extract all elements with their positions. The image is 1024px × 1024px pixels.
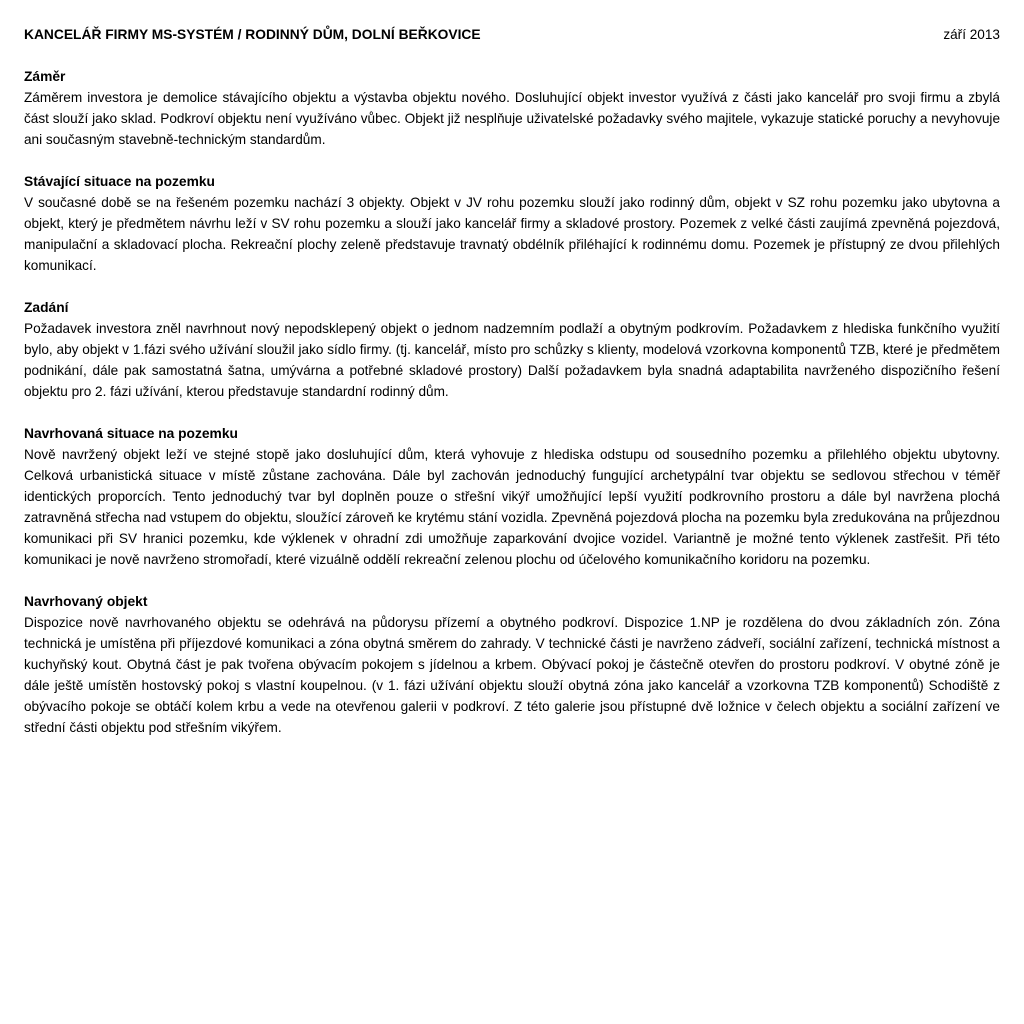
section-heading-navrhovana-situace: Navrhovaná situace na pozemku (24, 426, 238, 441)
section-paragraph-zamer: Záměrem investora je demolice stávajícího objektu a výstavba objektu nového. Dosluhující objekt investor využívá z části jako kancelář pro svoji firmu a zbylá část slouží jako sklad. Podkroví objektu není využíváno vůbec. Objekt již nesplňuje uživatelské požadavky svého majitele, vykazuje statické poruchy a nevyhovuje ani současným stavebně-technickým standardům. (24, 90, 1000, 147)
section-zadani (24, 297, 1000, 402)
section-paragraph-zadani: Požadavek investora zněl navrhnout nový nepodsklepený objekt o jednom nadzemním podlaží a obytným podkrovím. Požadavkem z hlediska funkčního využití bylo, aby objekt v 1.fázi svého užívání sloužil jako sídlo firmy. (tj. kancelář, místo pro schůzky s klienty, modelová vzorkovna komponentů TZB, které je předmětem podnikání, dále pak samostatná šatna, umývárna a potřebné skladové prostory) Další požadavkem byla snadná adaptabilita navrženého dispozičního řešení objektu pro 2. fázi užívání, kterou představuje standardní rodinný dům. (24, 321, 1000, 399)
document-date: září 2013 (943, 27, 1000, 42)
section-paragraph-navrhovana-situace: Nově navržený objekt leží ve stejné stopě jako dosluhující dům, která vyhovuje z hlediska odstupu od sousedního pozemku a přilehlého objektu ubytovny. Celková urbanistická situace v místě zůstane zachována. Dále byl zachován jednoduchý fungující archetypální tvar objektu se sedlovou střechou v téměř identických proporcích. Tento jednoduchý tvar byl doplněn pouze o střešní vikýř umožňující lepší využití podkrovního prostoru a dále byl navržena plochá zatravněná střecha nad vstupem do objektu, sloužící zároveň ke krytému stání vozidla. Zpevněná pojezdová plocha na pozemku byla zredukována na průjezdnou komunikaci při SV hranici pozemku, kde výklenek v ohradní zdi umožňuje zaparkování dvojice vozidel. Variantně je možné tento výklenek zastřešit. Při této komunikaci je nově navrženo stromořadí, které vizuálně oddělí rekreační zelenou plochu od účelového komunikačního koridoru na pozemku. (24, 447, 1000, 567)
section-paragraph-navrhovany-objekt: Dispozice nově navrhovaného objektu se odehrává na půdorysu přízemí a obytného podkroví. Dispozice 1.NP je rozdělena do dvou základních zón. Zóna technická je umístěna při příjezdové komunikaci a zóna obytná směrem do zahrady. V technické části je navrženo zádveří, sociální zařízení, technická místnost a kuchyňský kout. Obytná část je pak tvořena obývacím pokojem s jídelnou a krbem. Obývací pokoj je částečně otevřen do prostoru podkroví. V obytné zóně je dále ještě umístěn hostovský pokoj s vlastní koupelnou. (v 1. fázi užívání objektu slouží obytná zóna jako kancelář a vzorkovna TZB komponentů) Schodiště z obývacího pokoje se obtáčí kolem krbu a vede na otevřenou galerii v podkroví. Z této galerie jsou přístupné dvě ložnice v čelech objektu a sociální zařízení ve střední části objektu pod střešním vikýřem. (24, 615, 1000, 735)
section-heading-stavajici-situace: Stávající situace na pozemku (24, 174, 215, 189)
section-navrhovany-objekt (24, 591, 1000, 738)
section-stavajici-situace (24, 171, 1000, 276)
document-title: KANCELÁŘ FIRMY MS-SYSTÉM / RODINNÝ DŮM, DOLNÍ BEŘKOVICE (24, 27, 481, 42)
section-heading-navrhovany-objekt: Navrhovaný objekt (24, 594, 148, 609)
document-header (24, 24, 1000, 45)
section-heading-zadani: Zadání (24, 300, 69, 315)
section-zamer (24, 66, 1000, 150)
section-heading-zamer: Záměr (24, 69, 66, 84)
section-navrhovana-situace (24, 423, 1000, 570)
document-body (24, 66, 1000, 738)
section-paragraph-stavajici-situace: V současné době se na řešeném pozemku nachází 3 objekty. Objekt v JV rohu pozemku slouží jako rodinný dům, objekt v SZ rohu pozemku jako ubytovna a objekt, který je předmětem návrhu leží v SV rohu pozemku a slouží jako kancelář firmy a skladové prostory. Pozemek z velké části zaujímá zpevněná pojezdová, manipulační a skladovací plocha. Rekreační plochy zeleně představuje travnatý obdélník přiléhající k rodinnému domu. Pozemek je přístupný ze dvou přilehlých komunikací. (24, 195, 1000, 273)
